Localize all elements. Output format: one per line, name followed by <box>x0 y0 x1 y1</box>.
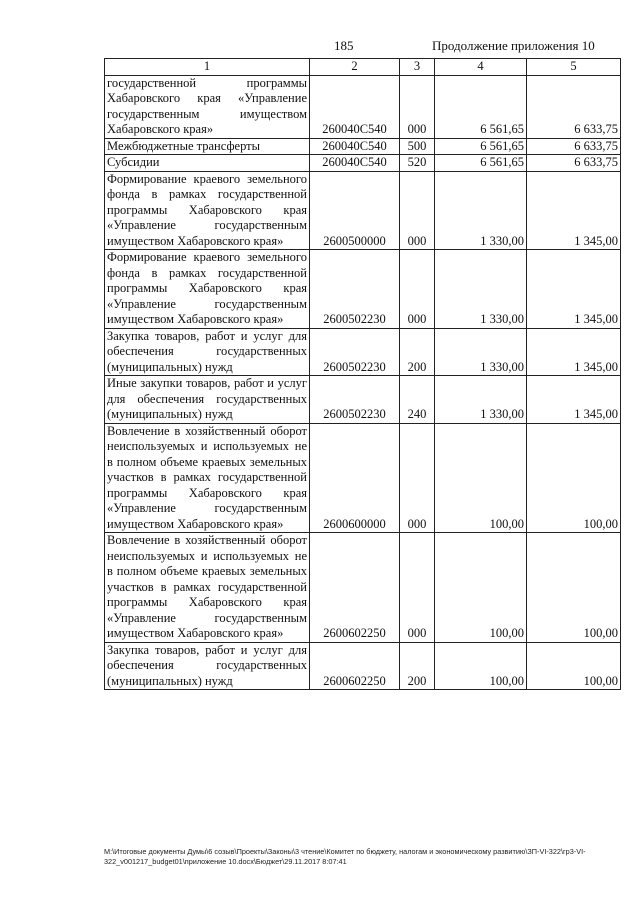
row-name: Межбюджетные трансферты <box>105 138 310 155</box>
amount-col-5: 100,00 <box>527 423 621 533</box>
amount-col-4: 6 561,65 <box>435 138 527 155</box>
amount-col-4: 100,00 <box>435 423 527 533</box>
amount-col-4: 6 561,65 <box>435 155 527 172</box>
column-header: 1 <box>105 59 310 76</box>
table-row <box>105 423 621 533</box>
expense-type-code: 240 <box>400 376 435 424</box>
continuation-title: Продолжение приложения 10 <box>432 38 595 53</box>
row-name: Формирование краевого земельного фонда в рамках государственной программы Хабаровского края «Управление государственным имуществом Хабаровского края» <box>105 250 310 329</box>
target-article-code: 260040С540 <box>310 75 400 138</box>
target-article-code: 2600502230 <box>310 328 400 376</box>
amount-col-4: 6 561,65 <box>435 75 527 138</box>
amount-col-5: 6 633,75 <box>527 138 621 155</box>
table-row <box>105 533 621 643</box>
expense-type-code: 000 <box>400 533 435 643</box>
expense-type-code: 000 <box>400 75 435 138</box>
amount-col-4: 1 330,00 <box>435 250 527 329</box>
amount-col-5: 1 345,00 <box>527 376 621 424</box>
target-article-code: 2600502230 <box>310 250 400 329</box>
table-row <box>105 250 621 329</box>
table-row <box>105 171 621 250</box>
table-row <box>105 155 621 172</box>
expense-type-code: 500 <box>400 138 435 155</box>
amount-col-4: 100,00 <box>435 642 527 690</box>
row-name: Субсидии <box>105 155 310 172</box>
row-name: Закупка товаров, работ и услуг для обеспечения государственных (муниципальных) нужд <box>105 642 310 690</box>
expense-type-code: 200 <box>400 642 435 690</box>
expense-type-code: 200 <box>400 328 435 376</box>
amount-col-4: 1 330,00 <box>435 328 527 376</box>
target-article-code: 2600602250 <box>310 533 400 643</box>
row-name: Вовлечение в хозяйственный оборот неиспользуемых и используемых не в полном объеме краевых земельных участков в рамках государственной программы Хабаровского края «Управление государственным имуществом Хабаровского края» <box>105 423 310 533</box>
table-row <box>105 642 621 690</box>
row-name: Закупка товаров, работ и услуг для обеспечения государственных (муниципальных) нужд <box>105 328 310 376</box>
column-header: 2 <box>310 59 400 76</box>
table-row <box>105 376 621 424</box>
row-name: государственной программы Хабаровского края «Управление государственным имуществом Хабаровского края» <box>105 75 310 138</box>
row-name: Иные закупки товаров, работ и услуг для обеспечения государственных (муниципальных) нужд <box>105 376 310 424</box>
expense-type-code: 000 <box>400 171 435 250</box>
amount-col-4: 1 330,00 <box>435 376 527 424</box>
amount-col-4: 1 330,00 <box>435 171 527 250</box>
amount-col-5: 1 345,00 <box>527 171 621 250</box>
amount-col-5: 1 345,00 <box>527 328 621 376</box>
document-path-footer: M:\Итоговые документы Думы\6 созыв\Проекты\Законы\3 чтение\Комитет по бюджету, налогам и экономическому развитию\ЗП-VI-322\гр3-VI-322_v001217_budget01\приложение 10.docx\Бюджет\29.11.2017 8:07:41 <box>104 847 586 866</box>
table-header-row <box>105 59 621 76</box>
target-article-code: 260040С540 <box>310 155 400 172</box>
amount-col-5: 6 633,75 <box>527 75 621 138</box>
amount-col-5: 1 345,00 <box>527 250 621 329</box>
column-header: 3 <box>400 59 435 76</box>
expense-type-code: 000 <box>400 423 435 533</box>
table-row <box>105 75 621 138</box>
row-name: Вовлечение в хозяйственный оборот неиспользуемых и используемых не в полном объеме краевых земельных участков в рамках государственной программы Хабаровского края «Управление государственным имуществом Хабаровского края» <box>105 533 310 643</box>
column-header: 5 <box>527 59 621 76</box>
table-row <box>105 138 621 155</box>
target-article-code: 260040С540 <box>310 138 400 155</box>
page-number: 185 <box>334 38 354 53</box>
target-article-code: 2600602250 <box>310 642 400 690</box>
budget-table <box>104 58 621 690</box>
table-row <box>105 328 621 376</box>
target-article-code: 2600502230 <box>310 376 400 424</box>
expense-type-code: 000 <box>400 250 435 329</box>
amount-col-5: 100,00 <box>527 533 621 643</box>
column-header: 4 <box>435 59 527 76</box>
row-name: Формирование краевого земельного фонда в рамках государственной программы Хабаровского края «Управление государственным имуществом Хабаровского края» <box>105 171 310 250</box>
amount-col-5: 100,00 <box>527 642 621 690</box>
target-article-code: 2600500000 <box>310 171 400 250</box>
amount-col-5: 6 633,75 <box>527 155 621 172</box>
expense-type-code: 520 <box>400 155 435 172</box>
amount-col-4: 100,00 <box>435 533 527 643</box>
target-article-code: 2600600000 <box>310 423 400 533</box>
